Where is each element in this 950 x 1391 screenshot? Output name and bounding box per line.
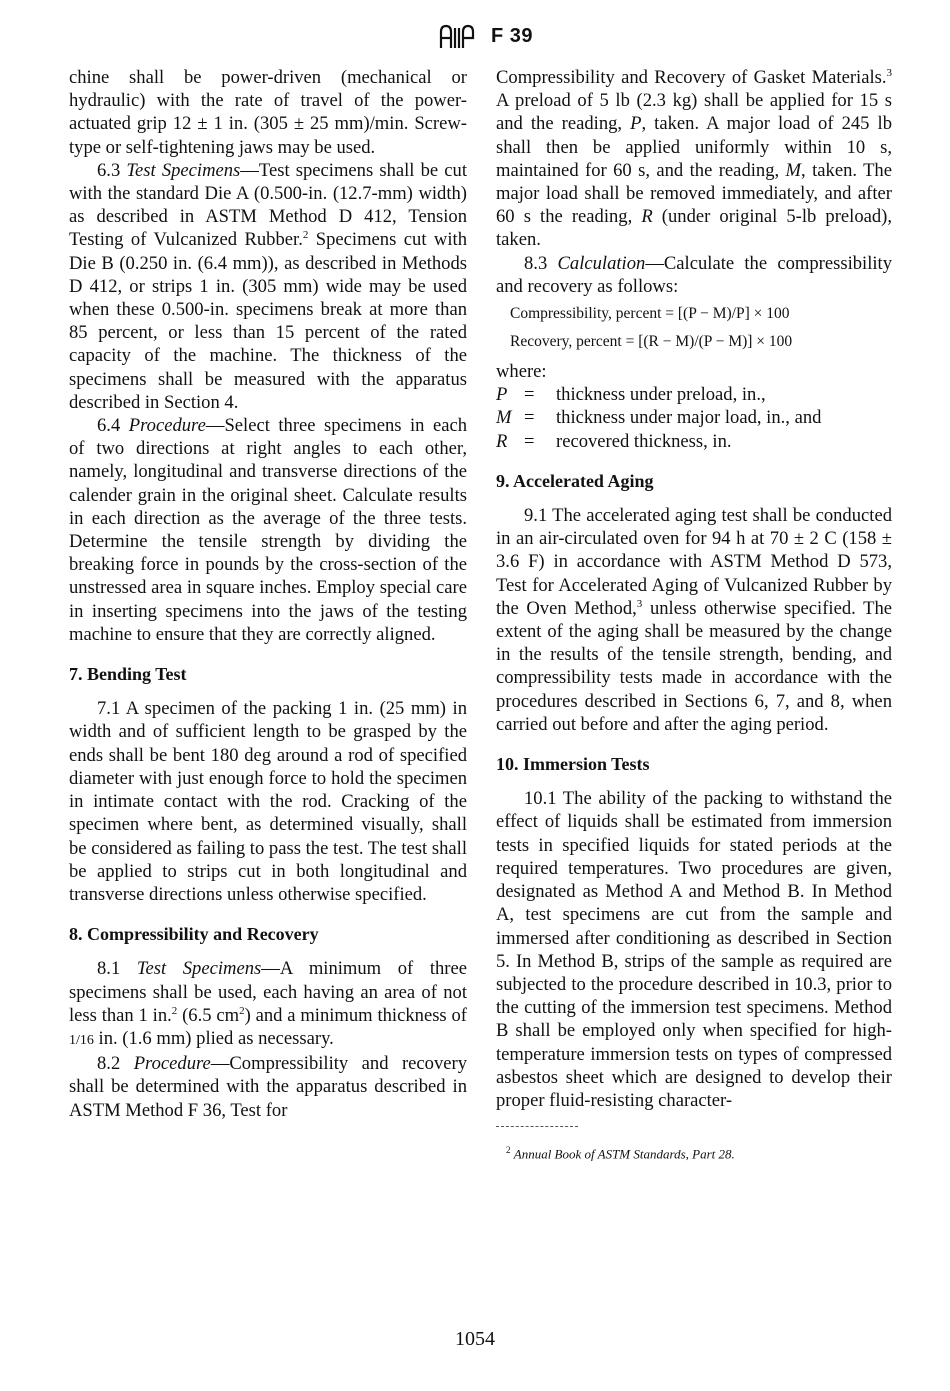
section-10-1: 10.1 The ability of the packing to withstand the effect of liquids shall be estimated from immersion tests in specified liquids for stated periods at the required temperatures. Two procedures are given, designated as Method A and Method B. In Method A, test specimens are cut from the sample and immersed after conditioning as described in Section 5. In Method B, strips of the sample as required are subjected to the procedure described in 10.3, prior to the cutting of the immersion test specimens. Method B shall be employed only when specified for high-temperature immersion tests on types of compressed asbestos sheet which are designed to develop their proper fluid-resisting character- bbox=[496, 788, 892, 1111]
variable-R: R bbox=[641, 206, 653, 228]
section-title: Procedure bbox=[133, 1053, 211, 1075]
document-designation: F 39 bbox=[491, 25, 534, 47]
superscript: 2 bbox=[171, 1004, 178, 1017]
text-run: Compressibility and Recovery of Gasket Materials. bbox=[496, 67, 887, 88]
page-number: 1054 bbox=[455, 1328, 495, 1350]
variable-meaning: thickness under preload, in., bbox=[556, 384, 766, 406]
variable-equals: = bbox=[524, 407, 535, 429]
section-text: Specimens cut with Die B (0.250 in. (6.4 mm)), as described in Methods D 412, or strips 1 in. (305 mm) wide may be used when these 0.500-in. specimens break at more than 85 percent, or less than 15 percent of the rated capacity of the machine. The thickness of the specimens shall be measured with the apparatus described in Section 4. bbox=[69, 229, 467, 413]
section-8-1 bbox=[69, 957, 467, 1052]
section-title: Test Specimens bbox=[136, 958, 262, 980]
section-number: 6.4 bbox=[97, 415, 129, 437]
section-title: Calculation bbox=[557, 252, 646, 274]
section-text: —Test specimens shall be cut with the standard Die A (0.500-in. (12.7-mm) width) as described in ASTM Method D 412, Tension Testing of Vulcanized Rubber. bbox=[69, 159, 467, 251]
section-title: Procedure bbox=[128, 415, 206, 437]
section-number: 8.3 bbox=[524, 252, 558, 274]
right-column bbox=[496, 66, 892, 1163]
section-text: in. (1.6 mm) plied as necessary. bbox=[93, 1027, 334, 1049]
astm-logo-icon bbox=[437, 24, 475, 50]
variable-definition bbox=[496, 430, 892, 453]
page-header bbox=[0, 22, 950, 52]
equation-compressibility: Compressibility, percent = [(P − M)/P] × 100 bbox=[510, 305, 790, 323]
section-number: 6.3 bbox=[97, 159, 127, 181]
section-text: —Calculate the compressibility and recovery as follows: bbox=[496, 252, 892, 297]
section-text: ) and a minimum thickness of bbox=[244, 1004, 467, 1026]
variable-M: M bbox=[785, 159, 802, 181]
text-run: 9.1 The accelerated aging test shall be conducted in an air-circulated oven for 94 h at 70 ± 2 C (158 ± 3.6 F) in accordance with ASTM Method D 573, Test for Accelerated Aging of Vulcanized Rubber by the Oven Method, bbox=[496, 505, 892, 619]
section-6-4 bbox=[69, 414, 467, 646]
section-text: —A minimum of three specimens shall be used, each having an area of not less than 1 in. bbox=[69, 958, 468, 1026]
variable-symbol: P bbox=[496, 384, 508, 406]
heading-compressibility-recovery: 8. Compressibility and Recovery bbox=[69, 924, 319, 945]
footnote-text: Annual Book of ASTM Standards, Part 28. bbox=[513, 1146, 735, 1162]
equation-recovery: Recovery, percent = [(R − M)/(P − M)] × 100 bbox=[510, 333, 793, 351]
footnote-number: 2 bbox=[506, 1145, 511, 1156]
variable-definition bbox=[496, 406, 892, 429]
variable-meaning: recovered thickness, in. bbox=[556, 430, 732, 452]
footnote-ref: 3 bbox=[636, 597, 643, 610]
text-run: (under original 5-lb preload), taken. bbox=[496, 206, 892, 251]
section-8-3 bbox=[496, 252, 892, 298]
section-title: Test Specimens bbox=[126, 159, 241, 181]
text-run: unless otherwise specified. The extent of the aging shall be measured by the change in the results of the tensile strength, bending, and compressibility tests made in accordance with the procedures described in Sections 6, 7, and 8, when carried out before and after the aging period. bbox=[496, 597, 893, 735]
section-text: (6.5 cm bbox=[177, 1004, 240, 1026]
superscript: 2 bbox=[239, 1004, 245, 1017]
footnote-ref: 3 bbox=[886, 66, 892, 79]
section-number: 8.1 bbox=[97, 958, 137, 980]
variable-meaning: thickness under major load, in., and bbox=[556, 407, 822, 429]
section-6-3 bbox=[69, 159, 467, 414]
footnote-divider bbox=[496, 1126, 578, 1127]
footnote bbox=[506, 1141, 892, 1163]
section-text: —Compressibility and recovery shall be determined with the apparatus described in ASTM Method F 36, Test for bbox=[69, 1053, 467, 1121]
paragraph-6-2-continued: chine shall be power-driven (mechanical or hydraulic) with the rate of travel of the power-actuated grip 12 ± 1 in. (305 ± 25 mm)/min. Screw-type or self-tightening jaws may be used. bbox=[69, 67, 467, 158]
fraction: 1/16 bbox=[69, 1032, 94, 1048]
section-8-2 bbox=[69, 1052, 467, 1122]
variable-equals: = bbox=[524, 430, 535, 452]
section-7-1: 7.1 A specimen of the packing 1 in. (25 mm) in width and of sufficient length to be grasped by the ends shall be bent 180 deg around a rod of specified diameter with just enough force to hold the specimen in intimate contact with the rod. Cracking of the specimen where bent, as determined visually, shall be considered as failing to pass the test. The test shall be applied to strips cut in both longitudinal and transverse directions unless otherwise specified. bbox=[69, 698, 467, 905]
variable-symbol: R bbox=[496, 430, 508, 452]
left-column bbox=[69, 66, 467, 1122]
heading-immersion-tests: 10. Immersion Tests bbox=[496, 754, 650, 775]
section-9-1 bbox=[496, 504, 892, 736]
heading-bending-test: 7. Bending Test bbox=[69, 664, 187, 685]
text-run: A preload of 5 lb (2.3 kg) shall be applied for 15 s and the reading, bbox=[496, 90, 892, 135]
section-number: 8.2 bbox=[97, 1053, 134, 1075]
variable-symbol: M bbox=[496, 407, 512, 429]
footnote-ref: 2 bbox=[302, 229, 309, 242]
variable-P: P bbox=[630, 113, 642, 135]
variable-definition bbox=[496, 383, 892, 406]
paragraph-8-2-continued bbox=[496, 66, 892, 252]
section-text: —Select three specimens in each of two directions at right angles to each other, namely, longitudinal and transverse directions of the calender grain in the original sheet. Calculate results in each direction as the average of the three tests. Determine the tensile strength by dividing the breaking force in pounds by the cross-section of the unstressed area in square inches. Employ special care in inserting specimens into the jaws of the testing machine to ensure that they are correctly aligned. bbox=[69, 415, 468, 645]
text-run: , taken. The major load shall be removed immediately, and after 60 s the reading, bbox=[496, 159, 892, 228]
text-run: , taken. A major load of 245 lb shall then be applied uniformly within 10 s, maintained for 60 s, and the reading, bbox=[496, 113, 892, 181]
where-label: where: bbox=[496, 361, 547, 383]
heading-accelerated-aging: 9. Accelerated Aging bbox=[496, 470, 654, 491]
variable-equals: = bbox=[524, 384, 535, 406]
